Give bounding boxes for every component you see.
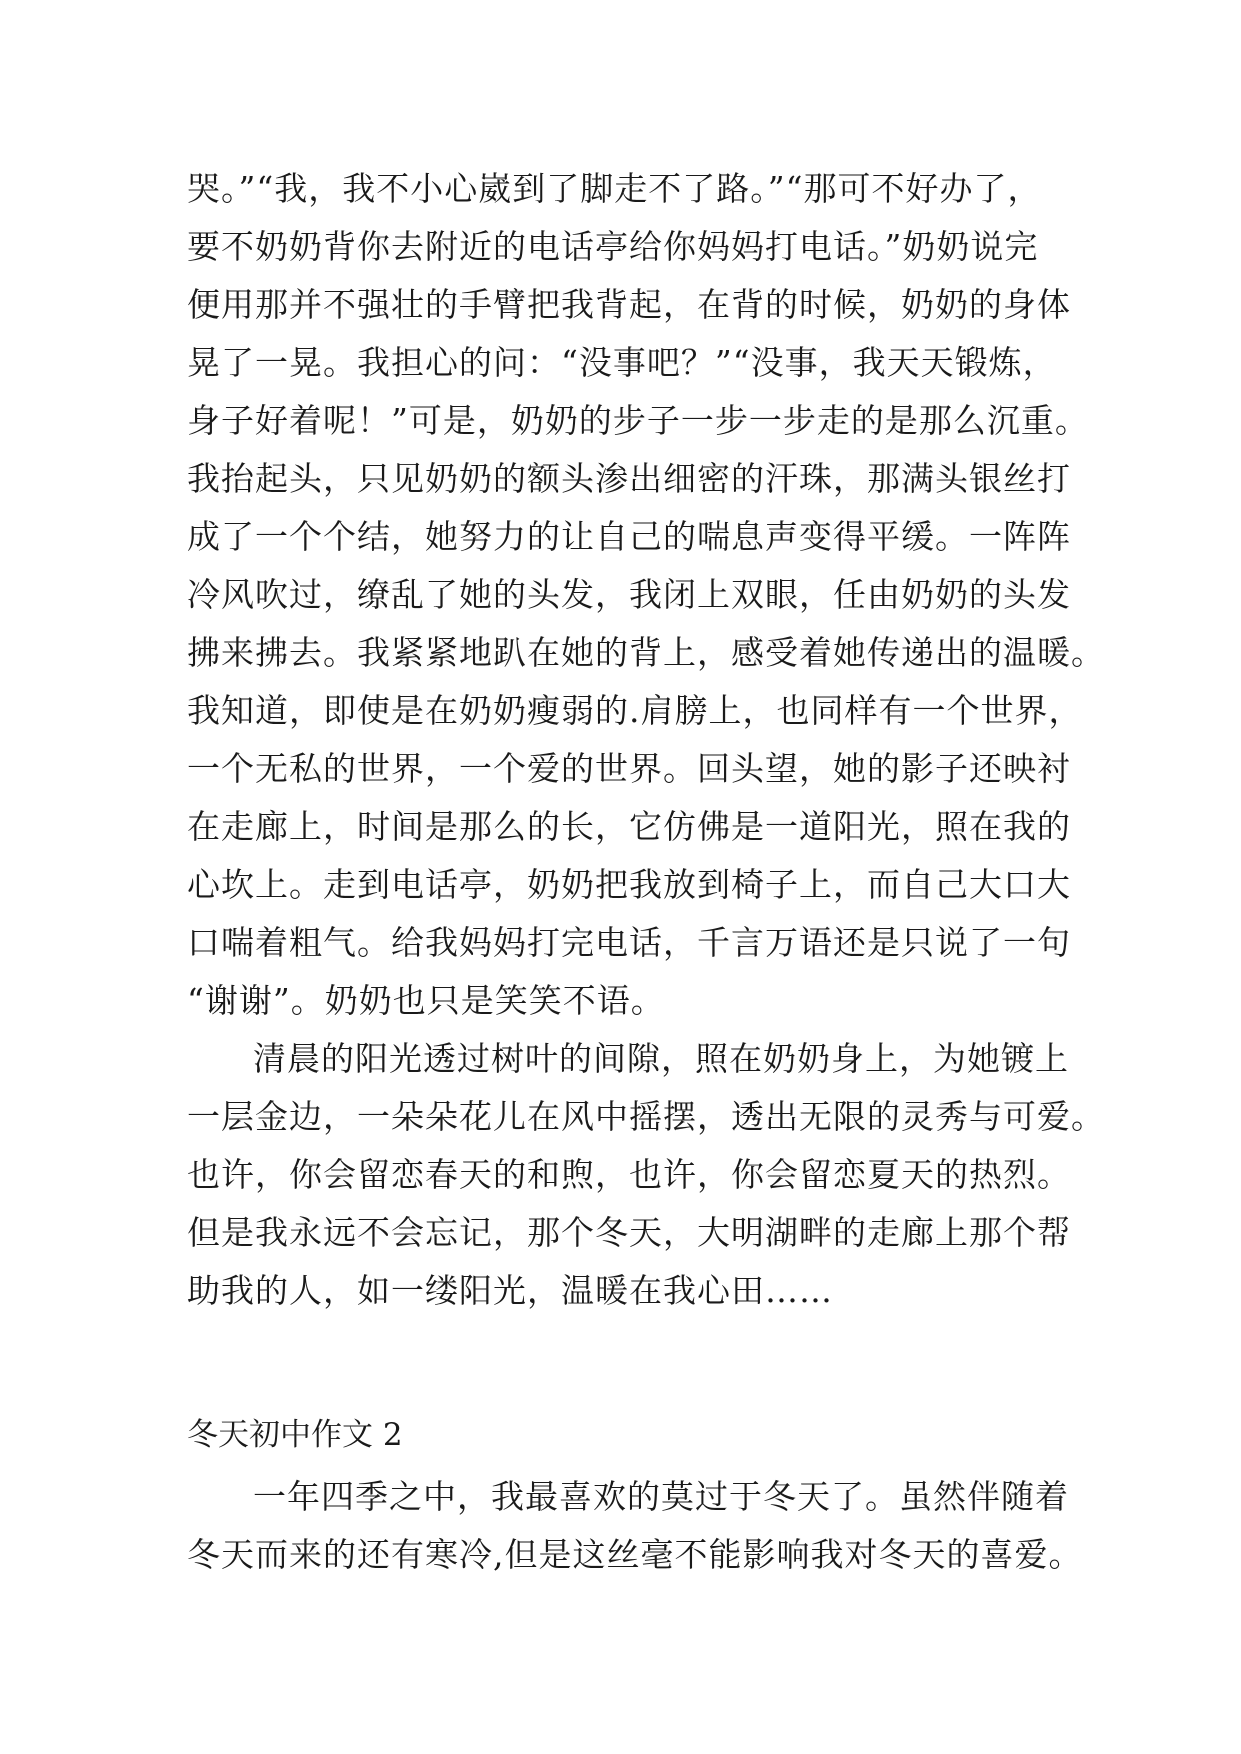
- text-line: 拂来拂去。我紧紧地趴在她的背上，感受着她传递出的温暖。: [187, 633, 1105, 672]
- text-line: 身子好着呢！”可是，奶奶的步子一步一步走的是那么沉重。: [187, 401, 1089, 440]
- text-line: 晃了一晃。我担心的问：“没事吧？”“没事，我天天锻炼，: [187, 343, 1057, 382]
- text-line: 冬天而来的还有寒冷,但是这丝毫不能影响我对冬天的喜爱。: [187, 1535, 1083, 1574]
- text-line: “谢谢”。奶奶也只是笑笑不语。: [187, 981, 665, 1020]
- text-line: 助我的人，如一缕阳光，温暖在我心田……: [187, 1271, 833, 1310]
- text-line: 也许，你会留恋春天的和煦，也许，你会留恋夏天的热烈。: [187, 1155, 1071, 1194]
- text-line: 一层金边，一朵朵花儿在风中摇摆，透出无限的灵秀与可爱。: [187, 1097, 1105, 1136]
- section-title: 冬天初中作文 2: [187, 1417, 403, 1453]
- text-line: 心坎上。走到电话亭，奶奶把我放到椅子上，而自己大口大: [187, 865, 1071, 904]
- text-line: 冷风吹过，缭乱了她的头发，我闭上双眼，任由奶奶的头发: [187, 575, 1071, 614]
- text-line: 一年四季之中，我最喜欢的莫过于冬天了。虽然伴随着: [253, 1477, 1069, 1516]
- text-line: 我抬起头，只见奶奶的额头渗出细密的汗珠，那满头银丝打: [187, 459, 1071, 498]
- paragraph-continuation: [187, 160, 1105, 1030]
- text-line: 清晨的阳光透过树叶的间隙，照在奶奶身上，为她镀上: [253, 1039, 1069, 1078]
- text-line: 我知道，即使是在奶奶瘦弱的.肩膀上，也同样有一个世界，: [187, 691, 1083, 730]
- text-line: 口喘着粗气。给我妈妈打完电话，千言万语还是只说了一句: [187, 923, 1071, 962]
- text-line: 哭。”“我，我不小心崴到了脚走不了路。”“那可不好办了，: [187, 169, 1042, 208]
- text-line: 成了一个个结，她努力的让自己的喘息声变得平缓。一阵阵: [187, 517, 1071, 556]
- text-line: 要不奶奶背你去附近的电话亭给你妈妈打电话。”奶奶说完: [187, 227, 1039, 266]
- text-line: 一个无私的世界，一个爱的世界。回头望，她的影子还映衬: [187, 749, 1071, 788]
- document-body: [187, 160, 1105, 1584]
- text-line: 在走廊上，时间是那么的长，它仿佛是一道阳光，照在我的: [187, 807, 1071, 846]
- section-spacer: [187, 1320, 1067, 1406]
- text-line: 但是我永远不会忘记，那个冬天，大明湖畔的走廊上那个帮: [187, 1213, 1071, 1252]
- paragraph-section2: [187, 1468, 1083, 1584]
- paragraph-closing: [187, 1030, 1105, 1320]
- text-line: 便用那并不强壮的手臂把我背起，在背的时候，奶奶的身体: [187, 285, 1071, 324]
